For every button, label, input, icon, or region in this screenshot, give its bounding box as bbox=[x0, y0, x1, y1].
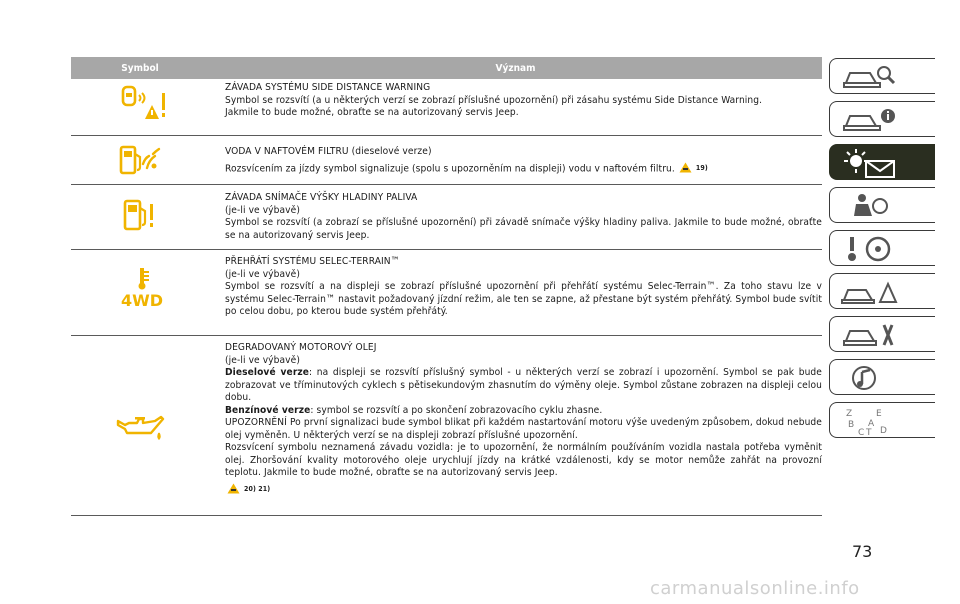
warning-triangle-icon bbox=[227, 483, 240, 494]
warning-lights-messages-tab[interactable] bbox=[829, 144, 935, 180]
car-info-tab[interactable] bbox=[829, 101, 935, 137]
seat-airbag-icon bbox=[840, 192, 900, 220]
svg-text:Z: Z bbox=[846, 409, 853, 419]
emergency-triangle-car-icon bbox=[840, 278, 900, 306]
watermark: carmanualsonline.info bbox=[650, 578, 860, 599]
page-number: 73 bbox=[852, 542, 873, 561]
car-search-icon bbox=[840, 63, 900, 91]
row-title: ZÁVADA SYSTÉMU SIDE DISTANCE WARNING bbox=[225, 82, 431, 93]
chapter-sidebar bbox=[829, 58, 935, 445]
water-in-fuel-filter-icon bbox=[117, 144, 163, 176]
alphabet-index-icon bbox=[840, 407, 900, 437]
multimedia-tab[interactable] bbox=[829, 359, 935, 395]
emergency-tab[interactable] bbox=[829, 273, 935, 309]
warning-light-envelope-icon bbox=[840, 149, 904, 179]
row-title: PŘEHŘÁTÍ SYSTÉMU SELEC-TERRAIN™ bbox=[225, 256, 400, 267]
car-wrench-icon bbox=[840, 321, 900, 349]
degraded-engine-oil-icon bbox=[115, 411, 165, 445]
fuel-level-sensor-fault-icon bbox=[121, 198, 161, 232]
svg-text:D: D bbox=[880, 426, 887, 436]
reference-numbers: 19) bbox=[695, 163, 708, 172]
car-info-icon bbox=[840, 106, 900, 134]
svg-text:T: T bbox=[866, 428, 872, 437]
table-row: DEGRADOVANÝ MOTOROVÝ OLEJ (je-li ve výbavě) Dieselové verze: na displeji se rozsvítí příslušný symbol - u některých verzí se zobrazí i upozornění. Symbol se pak bude zobrazovat ve tříminutových cyklech s pětisekundovým zhasnutím do výměny oleje. Symbol zůstane zobrazen na displeji celou dobu. Benzínové verze: symbol se rozsvítí a po skončení zobrazovacího cyklu zhasne. UPOZORNĚNÍ Po první signalizaci bude symbol blikat při každém nastartování motoru výše uvedeným způsobem, dokud nebude olej vyměněn. U některých verzí se na displeji zobrazí příslušné upozornění. Rozsvícení symbolu neznamená závadu vozidla: je to upozornění, že normálním používáním vozidla nastala potřeba vyměnit olej. Zhoršování kvality motorového oleje urychlují jízdy na krátké vzdálenosti, kdy se motor nemůže zahřát na provozní teplotu. Jakmile to bude možné, obraťte se na autorizovaný servis Jeep. 20) 21) bbox=[71, 336, 822, 516]
diesel-label: Dieselové verze bbox=[225, 367, 310, 378]
header-symbol: Symbol bbox=[121, 62, 159, 74]
table-row: 4WD PŘEHŘÁTÍ SYSTÉMU SELEC-TERRAIN™ (je-li ve výbavě) Symbol se rozsvítí a na displeji se zobrazí příslušné upozornění při přehřátí systému Selec-Terrain™. Za toho stavu lze v systému Selec-Terrain™ nastavit požadovaný jízdní režim, ale ten se zapne, až přestane být systém přehřátý. Symbol bude svítit po celou dobu, po kterou bude systém přehřátý. bbox=[71, 250, 822, 336]
4wd-overheat-icon bbox=[117, 266, 167, 310]
header-meaning: Význam bbox=[495, 62, 536, 74]
table-row: ZÁVADA SYSTÉMU SIDE DISTANCE WARNING Symbol se rozsvítí (a u některých verzí se zobrazí příslušné upozornění) při zásahu systému Side Distance Warning. Jakmile to bude možné, obraťte se na autorizovaný servis Jeep. bbox=[71, 79, 822, 136]
warning-triangle-icon bbox=[679, 162, 692, 173]
maintenance-tab[interactable] bbox=[829, 316, 935, 352]
svg-text:4WD: 4WD bbox=[120, 291, 164, 310]
car-search-tab[interactable] bbox=[829, 58, 935, 94]
index-tab[interactable] bbox=[829, 402, 935, 438]
music-note-icon bbox=[840, 364, 900, 392]
table-row: VODA V NAFTOVÉM FILTRU (dieselové verze) Rozsvícením za jízdy symbol signalizuje (spolu s upozorněním na displeji) vodu v naftovém filtru. 19) bbox=[71, 136, 822, 185]
row-title: VODA V NAFTOVÉM FILTRU (dieselové verze) bbox=[225, 146, 432, 157]
svg-text:A: A bbox=[868, 419, 875, 429]
warning-lights-table bbox=[71, 57, 822, 516]
row-title: ZÁVADA SNÍMAČE VÝŠKY HLADINY PALIVA bbox=[225, 192, 418, 203]
reference-numbers: 20) 21) bbox=[244, 484, 271, 493]
steering-wheel-icon bbox=[840, 235, 900, 263]
side-distance-warning-icon bbox=[117, 85, 167, 121]
svg-text:E: E bbox=[876, 409, 882, 419]
starting-driving-tab[interactable] bbox=[829, 230, 935, 266]
safety-airbag-tab[interactable] bbox=[829, 187, 935, 223]
table-row: ZÁVADA SNÍMAČE VÝŠKY HLADINY PALIVA (je-li ve výbavě) Symbol se rozsvítí (a zobrazí se příslušné upozornění) při závadě snímače výšky hladiny paliva. Jakmile to bude možné, obraťte se na autorizovaný servis Jeep. bbox=[71, 185, 822, 250]
table-header bbox=[71, 57, 822, 79]
petrol-label: Benzínové verze bbox=[225, 404, 311, 416]
svg-text:B: B bbox=[848, 420, 855, 430]
svg-text:C: C bbox=[858, 428, 865, 437]
row-title: DEGRADOVANÝ MOTOROVÝ OLEJ bbox=[225, 342, 377, 353]
